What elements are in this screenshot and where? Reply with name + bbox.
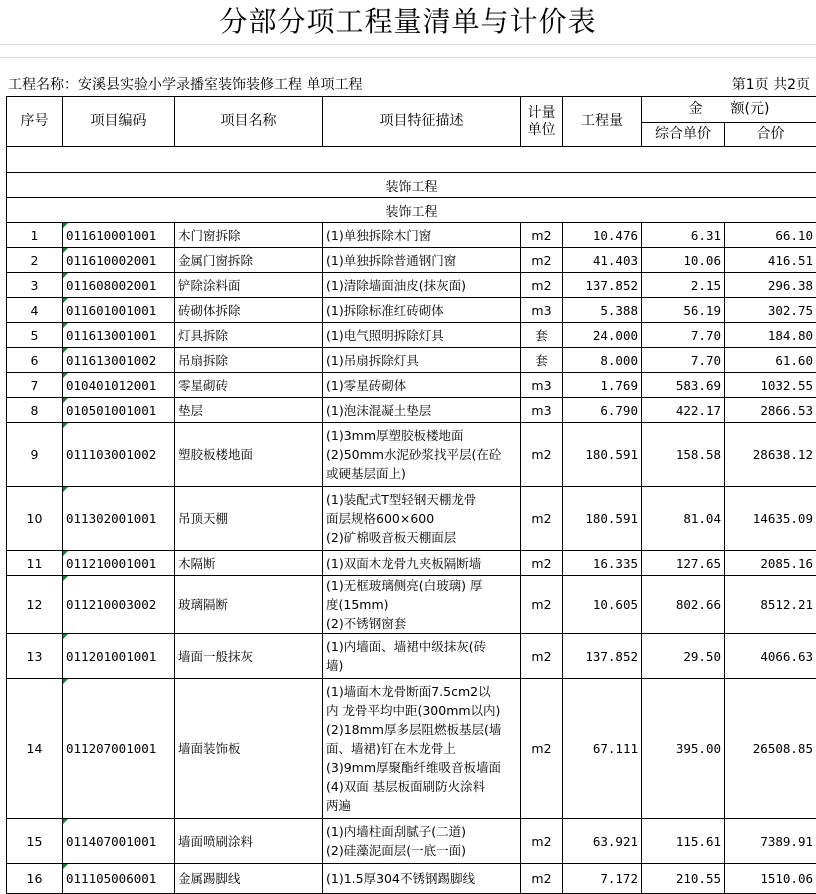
row-index: 15 — [7, 819, 63, 864]
table-row — [7, 864, 816, 894]
row-code: 011210003002 — [63, 576, 175, 634]
header-desc: 项目特征描述 — [323, 97, 521, 147]
page-indicator: 第1页 共2页 — [732, 74, 810, 94]
desc-line: (2)50mm水泥砂浆找平层(在砼 — [326, 445, 517, 464]
row-unit-price: 210.55 — [642, 864, 725, 894]
row-unit: m2 — [521, 551, 563, 576]
row-index: 5 — [7, 323, 63, 348]
row-index: 10 — [7, 487, 63, 551]
section-row — [7, 173, 816, 198]
row-index: 4 — [7, 298, 63, 323]
row-unit: m2 — [521, 223, 563, 248]
table-row — [7, 634, 816, 679]
row-code: 011103001002 — [63, 423, 175, 487]
row-desc — [323, 679, 521, 819]
row-qty: 10.476 — [563, 223, 642, 248]
desc-line: (1)双面木龙骨九夹板隔断墙 — [326, 554, 517, 573]
row-code: 011207001001 — [63, 679, 175, 819]
row-total: 416.51 — [725, 248, 816, 273]
desc-line: (1)拆除标准红砖砌体 — [326, 301, 517, 320]
table-row — [7, 576, 816, 634]
row-unit-price: 802.66 — [642, 576, 725, 634]
row-name: 金属门窗拆除 — [175, 248, 323, 273]
header-total: 合价 — [725, 123, 816, 147]
row-desc — [323, 273, 521, 298]
row-index: 9 — [7, 423, 63, 487]
section-label: 装饰工程 — [7, 173, 816, 198]
desc-line: 面层规格600×600 — [326, 509, 517, 528]
desc-line: (1)3mm厚塑胶板楼地面 — [326, 426, 517, 445]
row-qty: 137.852 — [563, 273, 642, 298]
row-unit: m2 — [521, 864, 563, 894]
header-amount: 金 额(元) — [642, 97, 816, 123]
table-row — [7, 398, 816, 423]
row-unit-price: 7.70 — [642, 323, 725, 348]
row-total: 1510.06 — [725, 864, 816, 894]
row-name: 灯具拆除 — [175, 323, 323, 348]
row-index: 14 — [7, 679, 63, 819]
row-unit-price: 158.58 — [642, 423, 725, 487]
row-index: 6 — [7, 348, 63, 373]
row-unit: m2 — [521, 487, 563, 551]
row-qty: 1.769 — [563, 373, 642, 398]
row-unit: m2 — [521, 634, 563, 679]
row-name: 木隔断 — [175, 551, 323, 576]
table-row — [7, 298, 816, 323]
row-total: 26508.85 — [725, 679, 816, 819]
row-total: 2866.53 — [725, 398, 816, 423]
row-desc — [323, 398, 521, 423]
row-unit-price: 583.69 — [642, 373, 725, 398]
row-desc — [323, 323, 521, 348]
desc-line: (1)内墙柱面刮腻子(二道) — [326, 822, 517, 841]
row-desc — [323, 423, 521, 487]
desc-line: (3)9mm厚聚酯纤维吸音板墙面 — [326, 758, 517, 777]
header-code: 项目编码 — [63, 97, 175, 147]
row-qty: 10.605 — [563, 576, 642, 634]
row-code: 011610002001 — [63, 248, 175, 273]
desc-line: 或硬基层面上) — [326, 464, 517, 483]
row-code: 011613001002 — [63, 348, 175, 373]
row-code: 011613001001 — [63, 323, 175, 348]
row-index: 2 — [7, 248, 63, 273]
row-qty: 63.921 — [563, 819, 642, 864]
row-desc — [323, 223, 521, 248]
row-unit-price: 127.65 — [642, 551, 725, 576]
desc-line: (4)双面 基层板面刷防火涂料 — [326, 777, 517, 796]
desc-line: (2)矿棉吸音板天棚面层 — [326, 528, 517, 547]
desc-line: 内 龙骨平均中距(300mm以内) — [326, 701, 517, 720]
row-desc — [323, 819, 521, 864]
row-code: 010401012001 — [63, 373, 175, 398]
row-code: 011302001001 — [63, 487, 175, 551]
header-name: 项目名称 — [175, 97, 323, 147]
row-desc — [323, 248, 521, 273]
row-name: 塑胶板楼地面 — [175, 423, 323, 487]
row-index: 7 — [7, 373, 63, 398]
row-desc — [323, 348, 521, 373]
row-qty: 180.591 — [563, 487, 642, 551]
table-row — [7, 223, 816, 248]
row-total: 1032.55 — [725, 373, 816, 398]
row-qty: 24.000 — [563, 323, 642, 348]
section-row — [7, 198, 816, 223]
row-name: 垫层 — [175, 398, 323, 423]
row-name: 吊扇拆除 — [175, 348, 323, 373]
row-total: 2085.16 — [725, 551, 816, 576]
row-unit-price: 422.17 — [642, 398, 725, 423]
desc-line: 度(15mm) — [326, 595, 517, 614]
row-total: 296.38 — [725, 273, 816, 298]
row-name: 砖砌体拆除 — [175, 298, 323, 323]
desc-line: (1)清除墙面油皮(抹灰面) — [326, 276, 517, 295]
row-desc — [323, 373, 521, 398]
row-code: 010501001001 — [63, 398, 175, 423]
row-desc — [323, 298, 521, 323]
row-unit: m3 — [521, 298, 563, 323]
row-unit-price: 29.50 — [642, 634, 725, 679]
row-unit-price: 6.31 — [642, 223, 725, 248]
row-qty: 41.403 — [563, 248, 642, 273]
row-code: 011407001001 — [63, 819, 175, 864]
desc-line: 两遍 — [326, 796, 517, 815]
row-index: 1 — [7, 223, 63, 248]
row-total: 28638.12 — [725, 423, 816, 487]
row-qty: 6.790 — [563, 398, 642, 423]
row-total: 302.75 — [725, 298, 816, 323]
row-qty: 5.388 — [563, 298, 642, 323]
row-qty: 67.111 — [563, 679, 642, 819]
row-name: 零星砌砖 — [175, 373, 323, 398]
row-qty: 8.000 — [563, 348, 642, 373]
table-row — [7, 273, 816, 298]
section-label: 装饰工程 — [7, 198, 816, 223]
row-qty: 7.172 — [563, 864, 642, 894]
row-code: 011608002001 — [63, 273, 175, 298]
row-index: 3 — [7, 273, 63, 298]
row-name: 墙面喷刷涂料 — [175, 819, 323, 864]
row-index: 11 — [7, 551, 63, 576]
row-unit-price: 56.19 — [642, 298, 725, 323]
desc-line: (1)无框玻璃侧亮(白玻璃) 厚 — [326, 576, 517, 595]
project-info-bar — [0, 70, 816, 96]
row-desc — [323, 864, 521, 894]
desc-line: (2)18mm厚多层阻燃板基层(墙 — [326, 720, 517, 739]
row-index: 13 — [7, 634, 63, 679]
desc-line: 墙) — [326, 656, 517, 675]
row-unit: m3 — [521, 398, 563, 423]
row-index: 12 — [7, 576, 63, 634]
row-unit: m2 — [521, 679, 563, 819]
row-code: 011610001001 — [63, 223, 175, 248]
row-unit: m3 — [521, 373, 563, 398]
sheet-gridline — [0, 57, 816, 58]
table-row — [7, 551, 816, 576]
row-unit: 套 — [521, 323, 563, 348]
row-name: 铲除涂料面 — [175, 273, 323, 298]
row-total: 8512.21 — [725, 576, 816, 634]
table-row — [7, 323, 816, 348]
row-unit: m2 — [521, 576, 563, 634]
desc-line: (1)墙面木龙骨断面7.5cm2以 — [326, 682, 517, 701]
table-row — [7, 819, 816, 864]
row-name: 木门窗拆除 — [175, 223, 323, 248]
row-name: 金属踢脚线 — [175, 864, 323, 894]
table-body — [7, 147, 816, 894]
row-total: 66.10 — [725, 223, 816, 248]
row-unit-price: 395.00 — [642, 679, 725, 819]
row-code: 011105006001 — [63, 864, 175, 894]
row-desc — [323, 487, 521, 551]
row-unit: m2 — [521, 423, 563, 487]
desc-line: (1)单独拆除普通钢门窗 — [326, 251, 517, 270]
row-name: 玻璃隔断 — [175, 576, 323, 634]
row-unit: m2 — [521, 273, 563, 298]
desc-line: (1)1.5厚304不锈钢踢脚线 — [326, 869, 517, 888]
row-code: 011601001001 — [63, 298, 175, 323]
page-title: 分部分项工程量清单与计价表 — [0, 0, 816, 44]
desc-line: (1)装配式T型轻钢天棚龙骨 — [326, 490, 517, 509]
row-total: 61.60 — [725, 348, 816, 373]
row-total: 7389.91 — [725, 819, 816, 864]
table-row — [7, 487, 816, 551]
row-desc — [323, 634, 521, 679]
row-unit-price: 2.15 — [642, 273, 725, 298]
row-name: 墙面一般抹灰 — [175, 634, 323, 679]
row-unit: m2 — [521, 819, 563, 864]
row-name: 吊顶天棚 — [175, 487, 323, 551]
table-row — [7, 423, 816, 487]
desc-line: (1)单独拆除木门窗 — [326, 226, 517, 245]
desc-line: (2)硅藻泥面层(一底一面) — [326, 841, 517, 860]
header-index: 序号 — [7, 97, 63, 147]
desc-line: (1)泡沫混凝土垫层 — [326, 401, 517, 420]
row-unit-price: 81.04 — [642, 487, 725, 551]
table-row — [7, 348, 816, 373]
row-qty: 16.335 — [563, 551, 642, 576]
row-unit: 套 — [521, 348, 563, 373]
row-code: 011201001001 — [63, 634, 175, 679]
row-desc — [323, 551, 521, 576]
bill-of-quantities-table — [6, 96, 816, 894]
header-unit: 计量单位 — [521, 97, 563, 147]
row-index: 16 — [7, 864, 63, 894]
header-unit-price: 综合单价 — [642, 123, 725, 147]
row-unit: m2 — [521, 248, 563, 273]
row-total: 4066.63 — [725, 634, 816, 679]
row-total: 184.80 — [725, 323, 816, 348]
row-code: 011210001001 — [63, 551, 175, 576]
row-desc — [323, 576, 521, 634]
row-name: 墙面装饰板 — [175, 679, 323, 819]
row-unit-price: 7.70 — [642, 348, 725, 373]
desc-line: (1)吊扇拆除灯具 — [326, 351, 517, 370]
row-unit-price: 10.06 — [642, 248, 725, 273]
table-row — [7, 679, 816, 819]
table-row — [7, 248, 816, 273]
desc-line: (1)电气照明拆除灯具 — [326, 326, 517, 345]
desc-line: 面、墙裙)钉在木龙骨上 — [326, 739, 517, 758]
row-qty: 137.852 — [563, 634, 642, 679]
row-total: 14635.09 — [725, 487, 816, 551]
table-row — [7, 373, 816, 398]
row-unit-price: 115.61 — [642, 819, 725, 864]
sheet-gridline — [0, 44, 816, 45]
header-qty: 工程量 — [563, 97, 642, 147]
desc-line: (1)内墙面、墙裙中级抹灰(砖 — [326, 637, 517, 656]
desc-line: (2)不锈钢窗套 — [326, 614, 517, 633]
project-name: 工程名称：安溪县实验小学录播室装饰装修工程 单项工程 — [8, 74, 362, 94]
desc-line: (1)零星砖砌体 — [326, 376, 517, 395]
row-index: 8 — [7, 398, 63, 423]
table-spacer-row — [7, 147, 816, 173]
row-qty: 180.591 — [563, 423, 642, 487]
